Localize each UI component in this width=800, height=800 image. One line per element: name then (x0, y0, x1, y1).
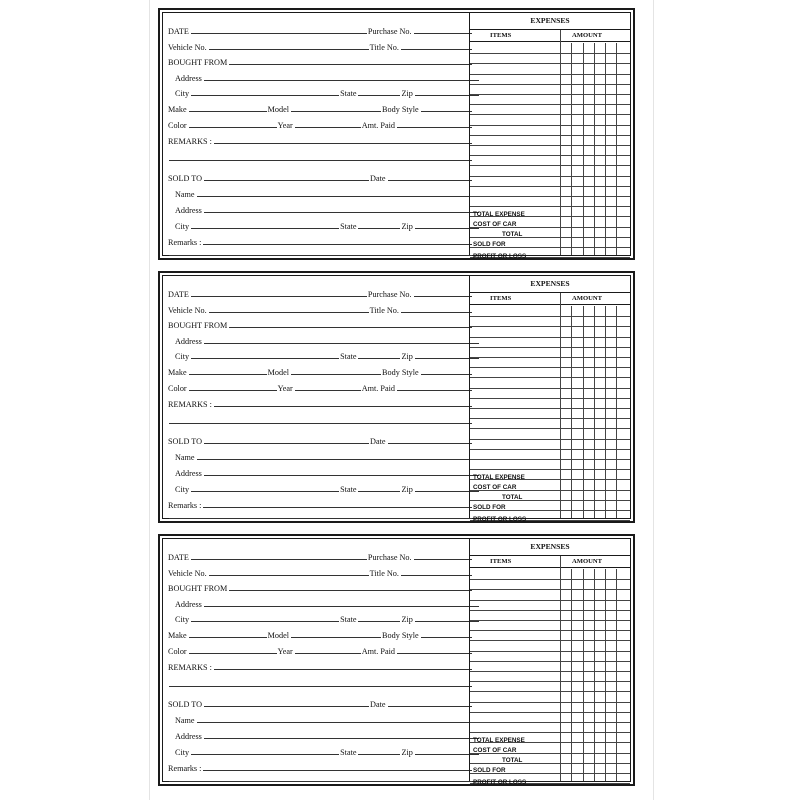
amount-column-line (605, 569, 606, 781)
remarks-line-2 (163, 150, 473, 163)
name-field[interactable] (197, 722, 479, 723)
city-field[interactable] (191, 621, 339, 622)
card-inner-border (162, 275, 631, 523)
sold-city-row (163, 481, 480, 494)
vehicle-no-row (163, 39, 473, 52)
amount-column-line (594, 43, 595, 255)
amount-column-line (605, 306, 606, 518)
profit-or-loss-label: PROFIT OR LOSS (473, 253, 527, 260)
expenses-header (470, 30, 630, 42)
state-label: State (340, 614, 357, 624)
expense-row-line[interactable] (470, 579, 630, 580)
address-label: Address (175, 599, 202, 609)
items-header: ITEMS (490, 558, 512, 565)
remarks-label: REMARKS : (168, 399, 212, 409)
sold-to-field[interactable] (204, 443, 369, 444)
sold-to-label: SOLD TO (168, 173, 203, 183)
amt-paid-field[interactable] (397, 390, 472, 391)
vehicle-record-card-1 (158, 8, 635, 260)
sold-address-field[interactable] (204, 738, 479, 739)
year-field[interactable] (295, 390, 361, 391)
amount-column-line (616, 306, 617, 518)
profit-or-loss-label: PROFIT OR LOSS (473, 516, 527, 523)
sold-for-label: SOLD FOR (473, 504, 506, 511)
expense-row-line[interactable] (470, 439, 630, 440)
make-field[interactable] (189, 637, 267, 638)
expense-row-line[interactable] (470, 155, 630, 156)
sold-remarks-line-2 (163, 245, 473, 258)
sold-city-row (163, 218, 480, 231)
total-expense-label: TOTAL EXPENSE (473, 474, 525, 481)
remarks-field-2[interactable] (169, 686, 472, 687)
expense-row-line[interactable] (470, 449, 630, 450)
name-label: Name (175, 715, 195, 725)
sold-city-label: City (175, 221, 190, 231)
items-header: ITEMS (490, 32, 512, 39)
sold-date-field[interactable] (388, 180, 472, 181)
purchase-sale-section (163, 539, 468, 781)
state-field[interactable] (358, 621, 400, 622)
make-row (163, 364, 473, 377)
sold-to-field[interactable] (204, 706, 369, 707)
make-row (163, 101, 473, 114)
date-field[interactable] (191, 296, 367, 297)
expense-row-line[interactable] (470, 367, 630, 368)
address-row (163, 70, 480, 83)
sold-zip-label: Zip (401, 484, 413, 494)
sold-remarks-label: Remarks : (168, 763, 202, 773)
bought-from-label: BOUGHT FROM (168, 57, 228, 67)
sold-state-label: State (340, 747, 357, 757)
city-label: City (175, 351, 190, 361)
sold-to-label: SOLD TO (168, 436, 203, 446)
vehicle-no-label: Vehicle No. (168, 305, 207, 315)
amount-header: AMOUNT (572, 295, 603, 302)
body-style-label: Body Style (382, 367, 419, 377)
sold-for-label: SOLD FOR (473, 767, 506, 774)
body-style-field[interactable] (421, 111, 472, 112)
remarks-row (163, 396, 473, 409)
year-label: Year (277, 383, 293, 393)
expense-row-line[interactable] (470, 388, 630, 389)
vehicle-record-card-3 (158, 534, 635, 786)
total-label: TOTAL (502, 494, 523, 501)
amount-column-line (583, 569, 584, 781)
color-row (163, 643, 473, 656)
expense-row-line[interactable] (470, 74, 630, 75)
sold-zip-label: Zip (401, 221, 413, 231)
city-field[interactable] (191, 95, 339, 96)
vehicle-no-label: Vehicle No. (168, 568, 207, 578)
amount-column-line (583, 43, 584, 255)
expense-row-line[interactable] (470, 398, 630, 399)
expense-row-line[interactable] (470, 237, 630, 238)
expense-row-line[interactable] (470, 196, 630, 197)
cost-of-car-label: COST OF CAR (473, 484, 517, 491)
sold-address-field[interactable] (204, 475, 479, 476)
amount-column-line (583, 306, 584, 518)
purchase-no-field[interactable] (414, 296, 472, 297)
title-no-field[interactable] (401, 575, 472, 576)
amount-column-line (571, 43, 572, 255)
expenses-header (470, 293, 630, 305)
date-row (163, 549, 473, 562)
sold-address-row (163, 728, 480, 741)
sold-city-label: City (175, 747, 190, 757)
date-field[interactable] (191, 559, 367, 560)
name-row (163, 712, 480, 725)
state-field[interactable] (358, 358, 400, 359)
year-field[interactable] (295, 127, 361, 128)
color-row (163, 380, 473, 393)
purchase-sale-section (163, 276, 468, 518)
make-field[interactable] (189, 374, 267, 375)
sold-address-label: Address (175, 205, 202, 215)
amount-header: AMOUNT (572, 32, 603, 39)
model-label: Model (267, 630, 290, 640)
sold-address-label: Address (175, 468, 202, 478)
expenses-title: EXPENSES (470, 539, 630, 556)
expense-row-line[interactable] (470, 640, 630, 641)
sold-city-row (163, 744, 480, 757)
address-field[interactable] (204, 606, 479, 607)
expense-row-line[interactable] (470, 84, 630, 85)
sold-to-field[interactable] (204, 180, 369, 181)
year-label: Year (277, 120, 293, 130)
body-style-field[interactable] (421, 637, 472, 638)
vehicle-no-field[interactable] (209, 575, 369, 576)
expenses-section (469, 276, 630, 523)
sold-date-field[interactable] (388, 443, 472, 444)
date-label: DATE (168, 552, 189, 562)
vehicle-no-field[interactable] (209, 312, 369, 313)
amount-column-line (616, 43, 617, 255)
remarks-field-2[interactable] (169, 160, 472, 161)
sold-city-field[interactable] (191, 491, 339, 492)
sold-date-label: Date (370, 436, 386, 446)
name-row (163, 449, 480, 462)
bought-from-label: BOUGHT FROM (168, 320, 228, 330)
expense-row-line[interactable] (470, 681, 630, 682)
title-no-field[interactable] (401, 49, 472, 50)
sold-state-field[interactable] (358, 754, 400, 755)
sold-remarks-label: Remarks : (168, 237, 202, 247)
name-field[interactable] (197, 459, 479, 460)
purchase-sale-section (163, 13, 468, 255)
amount-column-line (571, 569, 572, 781)
address-label: Address (175, 336, 202, 346)
city-label: City (175, 88, 190, 98)
year-label: Year (277, 646, 293, 656)
expense-row-line[interactable] (470, 732, 630, 733)
expense-row-line[interactable] (470, 408, 630, 409)
cost-of-car-label: COST OF CAR (473, 747, 517, 754)
expense-row-line[interactable] (470, 347, 630, 348)
expense-row-line[interactable] (470, 691, 630, 692)
model-label: Model (267, 104, 290, 114)
expense-row-line[interactable] (470, 94, 630, 95)
sold-to-row (163, 433, 473, 446)
address-label: Address (175, 73, 202, 83)
date-field[interactable] (191, 33, 367, 34)
color-row (163, 117, 473, 130)
expense-row-line[interactable] (470, 763, 630, 764)
sold-remarks-line-2 (163, 508, 473, 521)
sold-state-field[interactable] (358, 491, 400, 492)
expense-row-line[interactable] (470, 125, 630, 126)
zip-label: Zip (401, 614, 413, 624)
items-header: ITEMS (490, 295, 512, 302)
expense-row-line[interactable] (470, 135, 630, 136)
sold-state-label: State (340, 221, 357, 231)
expenses-title: EXPENSES (470, 13, 630, 30)
remarks-line-2 (163, 676, 473, 689)
sold-address-field[interactable] (204, 212, 479, 213)
color-field[interactable] (189, 390, 277, 391)
expenses-header (470, 556, 630, 568)
remarks-field-2[interactable] (169, 423, 472, 424)
amount-column-line (594, 569, 595, 781)
year-field[interactable] (295, 653, 361, 654)
sold-state-field[interactable] (358, 228, 400, 229)
color-label: Color (168, 120, 187, 130)
amount-column-line (571, 306, 572, 518)
vehicle-record-card-2 (158, 271, 635, 523)
purchase-no-field[interactable] (414, 559, 472, 560)
address-row (163, 333, 480, 346)
expense-row-line[interactable] (470, 500, 630, 501)
sold-date-field[interactable] (388, 706, 472, 707)
amount-column-line (594, 306, 595, 518)
expense-row-line[interactable] (470, 589, 630, 590)
sold-date-label: Date (370, 173, 386, 183)
date-row (163, 23, 473, 36)
cost-of-car-label: COST OF CAR (473, 221, 517, 228)
model-label: Model (267, 367, 290, 377)
city-field[interactable] (191, 358, 339, 359)
total-label: TOTAL (502, 231, 523, 238)
total-expense-label: TOTAL EXPENSE (473, 737, 525, 744)
expense-row-line[interactable] (470, 671, 630, 672)
title-no-field[interactable] (401, 312, 472, 313)
model-field[interactable] (291, 111, 381, 112)
title-no-label: Title No. (369, 568, 399, 578)
amount-column-line (605, 43, 606, 255)
body-style-label: Body Style (382, 104, 419, 114)
expense-row-line[interactable] (470, 145, 630, 146)
expense-row-line[interactable] (470, 428, 630, 429)
sold-remarks-field-2[interactable] (169, 518, 472, 519)
expense-row-line[interactable] (470, 357, 630, 358)
bought-from-label: BOUGHT FROM (168, 583, 228, 593)
make-field[interactable] (189, 111, 267, 112)
card-inner-border (162, 12, 631, 260)
expense-row-line[interactable] (470, 186, 630, 187)
city-row (163, 348, 480, 361)
sold-remarks-field-2[interactable] (169, 781, 472, 782)
remarks-field[interactable] (214, 406, 472, 407)
amount-column-line (560, 30, 561, 255)
name-row (163, 186, 480, 199)
city-row (163, 85, 480, 98)
color-label: Color (168, 646, 187, 656)
expense-row-line[interactable] (470, 176, 630, 177)
remarks-row (163, 133, 473, 146)
expense-row-line[interactable] (470, 610, 630, 611)
vehicle-no-label: Vehicle No. (168, 42, 207, 52)
make-label: Make (168, 104, 187, 114)
expense-row-line[interactable] (470, 418, 630, 419)
amount-column-line (560, 293, 561, 518)
remarks-label: REMARKS : (168, 136, 212, 146)
remarks-row (163, 659, 473, 672)
amt-paid-field[interactable] (397, 653, 472, 654)
remarks-label: REMARKS : (168, 662, 212, 672)
amt-paid-label: Amt. Paid (361, 383, 395, 393)
expense-row-line[interactable] (470, 712, 630, 713)
purchase-no-label: Purchase No. (367, 552, 412, 562)
state-field[interactable] (358, 95, 400, 96)
expense-row-line[interactable] (470, 165, 630, 166)
expenses-section (469, 539, 630, 786)
sold-city-label: City (175, 484, 190, 494)
zip-label: Zip (401, 88, 413, 98)
expense-row-line[interactable] (470, 337, 630, 338)
purchase-no-label: Purchase No. (367, 26, 412, 36)
expense-row-line[interactable] (470, 620, 630, 621)
expense-row-line[interactable] (470, 377, 630, 378)
expense-row-line[interactable] (470, 63, 630, 64)
sold-zip-label: Zip (401, 747, 413, 757)
vehicle-no-row (163, 565, 473, 578)
amount-column-line (616, 569, 617, 781)
purchase-no-label: Purchase No. (367, 289, 412, 299)
total-label: TOTAL (502, 757, 523, 764)
expense-row-line[interactable] (470, 702, 630, 703)
city-row (163, 611, 480, 624)
sold-date-label: Date (370, 699, 386, 709)
address-row (163, 596, 480, 609)
name-label: Name (175, 189, 195, 199)
sold-state-label: State (340, 484, 357, 494)
sold-address-row (163, 465, 480, 478)
remarks-field[interactable] (214, 669, 472, 670)
zip-label: Zip (401, 351, 413, 361)
body-style-label: Body Style (382, 630, 419, 640)
total-expense-label: TOTAL EXPENSE (473, 211, 525, 218)
state-label: State (340, 88, 357, 98)
make-label: Make (168, 367, 187, 377)
model-field[interactable] (291, 374, 381, 375)
expenses-title: EXPENSES (470, 276, 630, 293)
sold-remarks-line-2 (163, 771, 473, 784)
model-field[interactable] (291, 637, 381, 638)
color-field[interactable] (189, 127, 277, 128)
make-label: Make (168, 630, 187, 640)
amt-paid-label: Amt. Paid (361, 120, 395, 130)
expense-row-line[interactable] (470, 326, 630, 327)
date-label: DATE (168, 289, 189, 299)
name-field[interactable] (197, 196, 479, 197)
sold-to-row (163, 170, 473, 183)
color-field[interactable] (189, 653, 277, 654)
bought-from-field[interactable] (229, 327, 472, 328)
sold-city-field[interactable] (191, 228, 339, 229)
sold-city-field[interactable] (191, 754, 339, 755)
purchase-no-field[interactable] (414, 33, 472, 34)
expense-row-line[interactable] (470, 459, 630, 460)
city-label: City (175, 614, 190, 624)
expense-row-line[interactable] (470, 651, 630, 652)
bought-from-row (163, 580, 473, 593)
vehicle-no-field[interactable] (209, 49, 369, 50)
address-field[interactable] (204, 80, 479, 81)
sold-to-row (163, 696, 473, 709)
amt-paid-label: Amt. Paid (361, 646, 395, 656)
card-inner-border (162, 538, 631, 786)
bought-from-row (163, 54, 473, 67)
expense-row-line[interactable] (470, 316, 630, 317)
expense-row-line[interactable] (470, 469, 630, 470)
expense-row-line[interactable] (470, 53, 630, 54)
expense-row-line[interactable] (470, 661, 630, 662)
state-label: State (340, 351, 357, 361)
expense-row-line[interactable] (470, 104, 630, 105)
profit-or-loss-label: PROFIT OR LOSS (473, 779, 527, 786)
expense-row-line[interactable] (470, 206, 630, 207)
sold-address-label: Address (175, 731, 202, 741)
body-style-field[interactable] (421, 374, 472, 375)
amt-paid-field[interactable] (397, 127, 472, 128)
bought-from-row (163, 317, 473, 330)
name-label: Name (175, 452, 195, 462)
expense-row-line[interactable] (470, 600, 630, 601)
sold-to-label: SOLD TO (168, 699, 203, 709)
expense-row-line[interactable] (470, 114, 630, 115)
title-no-label: Title No. (369, 305, 399, 315)
expense-row-line[interactable] (470, 722, 630, 723)
date-label: DATE (168, 26, 189, 36)
expense-row-line[interactable] (470, 630, 630, 631)
title-no-label: Title No. (369, 42, 399, 52)
address-field[interactable] (204, 343, 479, 344)
date-row (163, 286, 473, 299)
remarks-field[interactable] (214, 143, 472, 144)
amount-header: AMOUNT (572, 558, 603, 565)
bought-from-field[interactable] (229, 64, 472, 65)
vehicle-no-row (163, 302, 473, 315)
sold-remarks-field-2[interactable] (169, 255, 472, 256)
make-row (163, 627, 473, 640)
amount-column-line (560, 556, 561, 781)
sold-remarks-label: Remarks : (168, 500, 202, 510)
sold-for-label: SOLD FOR (473, 241, 506, 248)
expenses-section (469, 13, 630, 260)
bought-from-field[interactable] (229, 590, 472, 591)
remarks-line-2 (163, 413, 473, 426)
color-label: Color (168, 383, 187, 393)
sold-address-row (163, 202, 480, 215)
